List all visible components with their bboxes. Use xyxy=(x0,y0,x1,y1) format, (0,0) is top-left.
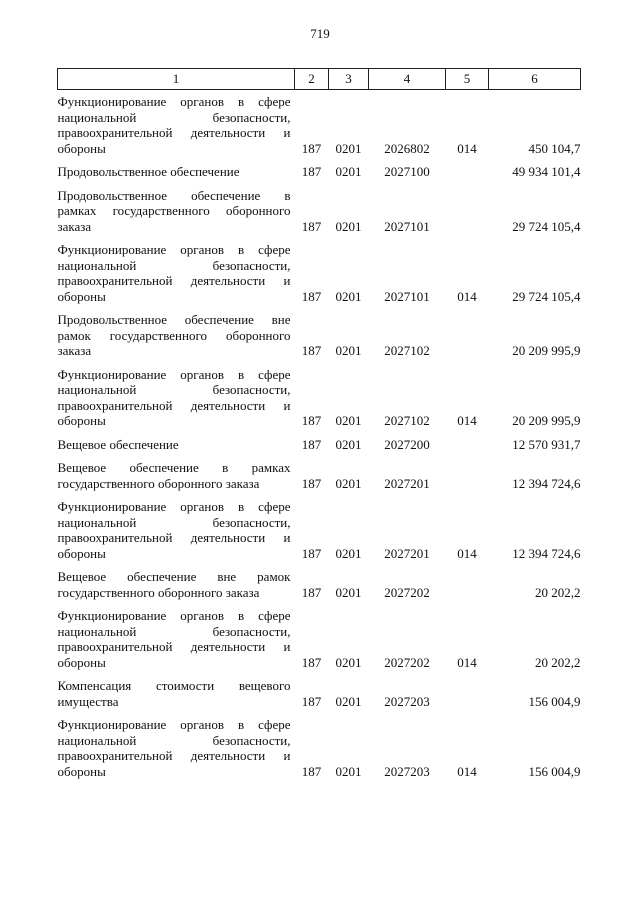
row-col2-cell: 187 xyxy=(301,584,322,600)
row-col3-cell: 0201 xyxy=(335,288,362,304)
row-amount-cell: 12 570 931,7 xyxy=(512,436,581,452)
row-name-cell: Продовольственное обеспечение вне рамок государственного оборонного заказа xyxy=(57,312,291,358)
table-header-row xyxy=(58,69,581,90)
row-col5-cell xyxy=(446,161,489,185)
row-col2-cell: 187 xyxy=(301,343,322,358)
row-name-cell: Функционирование органов в сфере национальной безопасности, правоохранительной деятельности и обороны xyxy=(57,242,291,304)
row-name-cell: Вещевое обеспечение вне рамок государственного оборонного заказа xyxy=(57,569,291,600)
table-row xyxy=(58,496,581,566)
row-col4-cell: 2027202 xyxy=(384,584,430,600)
row-col5-cell xyxy=(446,434,489,458)
header-col-2: 2 xyxy=(295,69,329,90)
row-name-cell: Функционирование органов в сфере национальной безопасности, правоохранительной деятельности и обороны xyxy=(57,94,291,156)
row-col3-cell: 0201 xyxy=(335,218,362,234)
row-col3-cell: 0201 xyxy=(335,436,362,452)
row-col3-cell: 0201 xyxy=(335,763,362,779)
row-col2-cell: 187 xyxy=(301,218,322,234)
table-row xyxy=(58,309,581,364)
row-col5-cell xyxy=(446,675,489,714)
row-col4-cell: 2027200 xyxy=(384,436,430,452)
header-col-6: 6 xyxy=(489,69,581,90)
row-col5-cell: 014 xyxy=(457,288,477,304)
row-col2-cell: 187 xyxy=(301,763,322,779)
row-col2-cell: 187 xyxy=(301,436,322,452)
budget-table xyxy=(57,68,581,784)
row-col4-cell: 2027102 xyxy=(384,343,430,358)
row-amount-cell: 20 202,2 xyxy=(535,584,581,600)
row-col3-cell: 0201 xyxy=(335,545,362,561)
row-col4-cell: 2027202 xyxy=(384,654,430,670)
row-col5-cell xyxy=(446,185,489,240)
row-amount-cell: 49 934 101,4 xyxy=(512,164,581,179)
table-row xyxy=(58,434,581,458)
row-col4-cell: 2027102 xyxy=(384,413,430,428)
row-col5-cell: 014 xyxy=(457,763,477,779)
row-col4-cell: 2027203 xyxy=(384,693,430,709)
header-col-3: 3 xyxy=(329,69,369,90)
row-col2-cell: 187 xyxy=(301,413,322,428)
table-row xyxy=(58,161,581,185)
row-col5-cell: 014 xyxy=(457,140,477,156)
table-row xyxy=(58,457,581,496)
row-col3-cell: 0201 xyxy=(335,693,362,709)
row-name-cell: Продовольственное обеспечение в рамках государственного оборонного заказа xyxy=(57,187,291,234)
row-col5-cell: 014 xyxy=(457,545,477,561)
row-col4-cell: 2027100 xyxy=(384,164,430,179)
row-name-cell: Функционирование органов в сфере национальной безопасности, правоохранительной деятельности и обороны xyxy=(57,499,291,561)
row-col3-cell: 0201 xyxy=(335,413,362,428)
row-col2-cell: 187 xyxy=(301,164,322,179)
row-col3-cell: 0201 xyxy=(335,584,362,600)
row-col5-cell: 014 xyxy=(457,654,477,670)
row-amount-cell: 156 004,9 xyxy=(528,763,581,779)
row-col2-cell: 187 xyxy=(301,288,322,304)
row-col3-cell: 0201 xyxy=(335,140,362,156)
row-name-cell: Функционирование органов в сфере национальной безопасности, правоохранительной деятельности и обороны xyxy=(57,608,291,670)
row-col4-cell: 2027101 xyxy=(384,288,430,304)
row-col5-cell: 014 xyxy=(457,413,477,428)
row-name-cell: Вещевое обеспечение в рамках государственного оборонного заказа xyxy=(57,460,291,491)
table-row xyxy=(58,364,581,434)
row-col5-cell xyxy=(446,309,489,364)
row-col2-cell: 187 xyxy=(301,693,322,709)
row-col4-cell: 2026802 xyxy=(384,140,430,156)
row-name-cell: Функционирование органов в сфере национальной безопасности, правоохранительной деятельности и обороны xyxy=(57,717,291,779)
table-row xyxy=(58,605,581,675)
table-row xyxy=(58,185,581,240)
row-col4-cell: 2027203 xyxy=(384,763,430,779)
row-name-cell: Компенсация стоимости вещевого имущества xyxy=(57,678,291,709)
row-name-cell: Функционирование органов в сфере национальной безопасности, правоохранительной деятельности и обороны xyxy=(57,366,291,428)
table-row xyxy=(58,566,581,605)
row-col3-cell: 0201 xyxy=(335,164,362,179)
row-amount-cell: 450 104,7 xyxy=(528,140,581,156)
row-name-cell: Продовольственное обеспечение xyxy=(57,164,240,179)
row-col2-cell: 187 xyxy=(301,545,322,561)
row-amount-cell: 20 209 995,9 xyxy=(512,343,581,358)
row-col5-cell xyxy=(446,566,489,605)
row-col2-cell: 187 xyxy=(301,140,322,156)
row-col3-cell: 0201 xyxy=(335,475,362,491)
table-row xyxy=(58,90,581,162)
row-amount-cell: 12 394 724,6 xyxy=(512,475,581,491)
row-col4-cell: 2027101 xyxy=(384,218,430,234)
row-amount-cell: 29 724 105,4 xyxy=(512,218,581,234)
row-name-cell: Вещевое обеспечение xyxy=(57,436,179,452)
row-amount-cell: 29 724 105,4 xyxy=(512,288,581,304)
row-amount-cell: 20 209 995,9 xyxy=(512,413,581,428)
table-row xyxy=(58,239,581,309)
row-amount-cell: 12 394 724,6 xyxy=(512,545,581,561)
table-row xyxy=(58,714,581,784)
header-col-5: 5 xyxy=(446,69,489,90)
row-col2-cell: 187 xyxy=(301,654,322,670)
row-amount-cell: 156 004,9 xyxy=(528,693,581,709)
row-col4-cell: 2027201 xyxy=(384,475,430,491)
row-col3-cell: 0201 xyxy=(335,654,362,670)
row-col3-cell: 0201 xyxy=(335,343,362,358)
header-col-4: 4 xyxy=(369,69,446,90)
table-body xyxy=(58,90,581,785)
row-col2-cell: 187 xyxy=(301,475,322,491)
row-col4-cell: 2027201 xyxy=(384,545,430,561)
header-col-1: 1 xyxy=(58,69,295,90)
page-number: 719 xyxy=(310,26,330,41)
table-row xyxy=(58,675,581,714)
row-amount-cell: 20 202,2 xyxy=(535,654,581,670)
row-col5-cell xyxy=(446,457,489,496)
